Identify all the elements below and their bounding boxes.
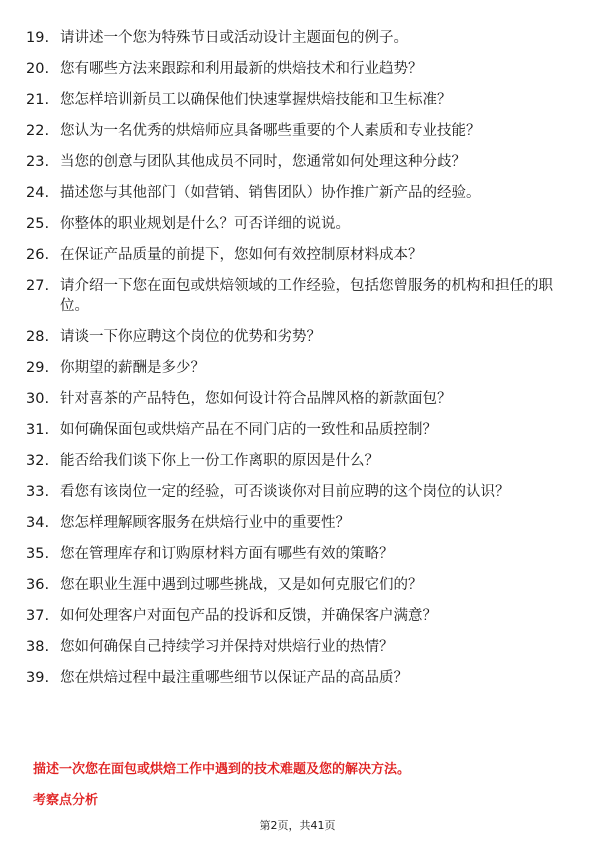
question-item [26, 183, 561, 203]
question-text: 您认为一名优秀的烘焙师应具备哪些重要的个人素质和专业技能？ [60, 123, 481, 139]
question-text: 您在职业生涯中遇到过哪些挑战，又是如何克服它们的？ [60, 577, 423, 593]
page-number-label: 第2页，共41页 [259, 819, 336, 832]
question-number: 29. [26, 360, 50, 376]
question-text: 你整体的职业规划是什么？可否详细的说说。 [60, 216, 350, 232]
question-number: 39. [26, 670, 50, 686]
question-text: 您有哪些方法来跟踪和利用最新的烘焙技术和行业趋势？ [60, 61, 423, 77]
question-number: 34. [26, 515, 50, 531]
question-item [26, 513, 561, 533]
analysis-heading: 考察点分析 [33, 793, 99, 808]
question-item [26, 544, 561, 564]
question-text: 请谈一下你应聘这个岗位的优势和劣势？ [60, 329, 321, 345]
question-number: 38. [26, 639, 50, 655]
question-number: 21. [26, 92, 50, 108]
question-item [26, 482, 561, 502]
question-item [26, 59, 561, 79]
question-text: 能否给我们谈下你上一份工作离职的原因是什么？ [60, 453, 379, 469]
question-text: 描述您与其他部门（如营销、销售团队）协作推广新产品的经验。 [60, 185, 481, 201]
question-number: 31. [26, 422, 50, 438]
question-number: 24. [26, 185, 50, 201]
highlighted-question: 描述一次您在面包或烘焙工作中遇到的技术难题及您的解决方法。 [33, 762, 411, 777]
question-item [26, 606, 561, 626]
question-number: 22. [26, 123, 50, 139]
question-number: 33. [26, 484, 50, 500]
question-item [26, 389, 561, 409]
question-item [26, 28, 561, 48]
question-text: 在保证产品质量的前提下，您如何有效控制原材料成本？ [60, 247, 423, 263]
page-footer [0, 817, 595, 833]
question-item [26, 358, 561, 378]
question-item [26, 152, 561, 172]
question-text: 您如何确保自己持续学习并保持对烘焙行业的热情？ [60, 639, 394, 655]
question-text: 如何处理客户对面包产品的投诉和反馈，并确保客户满意？ [60, 608, 437, 624]
question-number: 36. [26, 577, 50, 593]
question-text: 你期望的薪酬是多少？ [60, 360, 205, 376]
question-number: 26. [26, 247, 50, 263]
question-text: 请讲述一个您为特殊节日或活动设计主题面包的例子。 [60, 30, 408, 46]
question-number: 32. [26, 453, 50, 469]
question-item [26, 245, 561, 265]
question-item [26, 327, 561, 347]
question-item [26, 451, 561, 471]
question-number: 30. [26, 391, 50, 407]
question-text: 您怎样培训新员工以确保他们快速掌握烘焙技能和卫生标准？ [60, 92, 452, 108]
question-number: 25. [26, 216, 50, 232]
question-number: 27. [26, 278, 50, 294]
question-text: 请介绍一下您在面包或烘焙领域的工作经验，包括您曾服务的机构和担任的职位。 [60, 278, 553, 314]
question-number: 19. [26, 30, 50, 46]
question-item [26, 276, 561, 316]
question-text: 如何确保面包或烘焙产品在不同门店的一致性和品质控制？ [60, 422, 437, 438]
question-item [26, 121, 561, 141]
question-item [26, 637, 561, 657]
question-text: 看您有该岗位一定的经验，可否谈谈你对目前应聘的这个岗位的认识？ [60, 484, 510, 500]
question-item [26, 668, 561, 688]
question-text: 您在烘焙过程中最注重哪些细节以保证产品的高品质？ [60, 670, 408, 686]
question-number: 35. [26, 546, 50, 562]
question-number: 28. [26, 329, 50, 345]
question-text: 针对喜茶的产品特色，您如何设计符合品牌风格的新款面包？ [60, 391, 452, 407]
question-item [26, 420, 561, 440]
question-number: 23. [26, 154, 50, 170]
question-number: 20. [26, 61, 50, 77]
question-text: 您在管理库存和订购原材料方面有哪些有效的策略？ [60, 546, 394, 562]
question-text: 您怎样理解顾客服务在烘焙行业中的重要性？ [60, 515, 350, 531]
question-list [26, 28, 561, 699]
question-number: 37. [26, 608, 50, 624]
question-item [26, 90, 561, 110]
question-item [26, 575, 561, 595]
question-item [26, 214, 561, 234]
question-text: 当您的创意与团队其他成员不同时，您通常如何处理这种分歧？ [60, 154, 466, 170]
